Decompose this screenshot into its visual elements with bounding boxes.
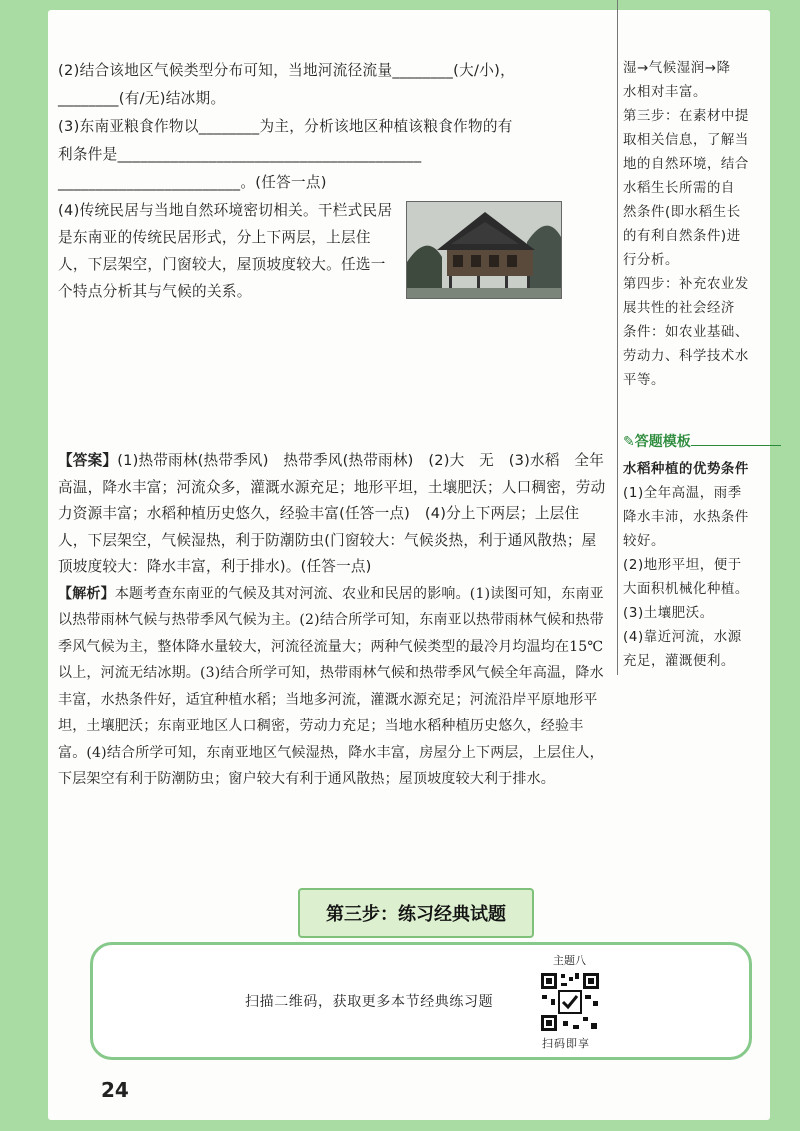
side-line: 水稻生长所需的自 (623, 181, 735, 196)
side-line: 第四步：补充农业发 (623, 277, 749, 292)
side-line: 第三步：在素材中提 (623, 109, 749, 124)
side-line: 然条件(即水稻生长 (623, 205, 741, 220)
side-line: 平等。 (623, 373, 665, 388)
question-2-line-1: (2)结合该地区气候类型分布可知，当地河流径流量________(大/小)， (58, 62, 516, 79)
step-three-banner: 第三步：练习经典试题 (298, 888, 534, 938)
pencil-icon: ✎ (623, 434, 635, 450)
question-3-line-2: 利条件是________________________________________ (58, 146, 422, 163)
template-line: (4)靠近河流，水源 (623, 630, 742, 645)
answer-template-heading (623, 431, 781, 451)
question-4-text: (4)传统民居与当地自然环境密切相关。干栏式民居是东南亚的传统民居形式，分上下两层，上层住人，下层架空，门窗较大，屋顶坡度较大。任选一个特点分析其与气候的关系。 (58, 202, 393, 300)
stilt-house-photo (406, 201, 562, 299)
template-line: 降水丰沛，水热条件 (623, 510, 749, 525)
qr-code[interactable] (539, 971, 601, 1033)
side-line: 湿→气候湿润→降 (623, 61, 731, 76)
template-line: 充足，灌溉便利。 (623, 654, 735, 669)
answer-section (58, 448, 606, 793)
question-4 (58, 197, 616, 307)
answer-template-title: 水稻种植的优势条件 (623, 462, 749, 477)
qr-code-box (90, 942, 752, 1060)
qr-caption: 扫码即享 (542, 1037, 590, 1050)
page-number: 24 (101, 1078, 129, 1102)
questions-block (58, 57, 616, 307)
template-line: (3)土壤肥沃。 (623, 606, 714, 621)
template-line: 大面积机械化种植。 (623, 582, 749, 597)
answer-label: 【答案】 (58, 452, 118, 469)
side-line: 水相对丰富。 (623, 85, 707, 100)
analysis-text: 本题考查东南亚的气候及其对河流、农业和民居的影响。(1)读图可知，东南亚以热带雨林气候与热带季风气候为主。(2)结合所学可知，东南亚以热带雨林气候和热带季风气候为主，整体降水量较大，河流径流量大；两种气候类型的最冷月均温均在15℃以上，河流无结冰期。(3)结合所学可知，热带雨林气候和热带季风气候全年高温，降水丰富，水热条件好，适宜种植水稻；当地多河流，灌溉水源充足；河流沿岸平原地形平坦，土壤肥沃；东南亚地区人口稠密，劳动力充足；当地水稻种植历史悠久，经验丰富。(4)结合所学可知，东南亚地区气候湿热，降水丰富，房屋分上下两层，上层住人，下层架空有利于防潮防虫；窗户较大有利于通风散热；屋顶坡度较大利于排水。 (58, 585, 604, 787)
question-2-line-2: ________(有/无)结冰期。 (58, 90, 226, 107)
qr-code-icon (539, 971, 601, 1033)
side-line: 地的自然环境，结合 (623, 157, 749, 172)
analysis-block (58, 581, 606, 793)
side-line: 条件：如农业基础、 (623, 325, 749, 340)
answer-template-label: 答题模板 (634, 434, 691, 450)
template-line: (2)地形平坦，便于 (623, 558, 742, 573)
qr-prompt-text: 扫描二维码，获取更多本节经典练习题 (245, 994, 494, 1010)
side-notes (623, 57, 763, 393)
question-3-line-3: ________________________。(任答一点) (58, 174, 327, 191)
side-line: 取相关信息，了解当 (623, 133, 749, 148)
side-line: 的有利自然条件)进 (623, 229, 741, 244)
analysis-label: 【解析】 (58, 585, 115, 602)
answer-text: (1)热带雨林(热带季风) 热带季风(热带雨林) (2)大 无 (3)水稻 全年高温，降水丰富；河流众多，灌溉水源充足；地形平坦，土壤肥沃；人口稠密，劳动力资源丰富；水稻种植历史悠久，经验丰富(任答一点) (4)分上下两层；上层住人，下层架空，气候湿热，利于防潮防虫(门窗较大：气候炎热，利于通风散热；屋顶坡度较大：降水丰富，利于排水)。(任答一点) (58, 452, 606, 575)
question-3-line-1: (3)东南亚粮食作物以________为主，分析该地区种植该粮食作物的有 (58, 118, 513, 135)
side-line: 展共性的社会经济 (623, 301, 735, 316)
answer-template (623, 458, 763, 674)
qr-topic-label: 主题八 (553, 954, 586, 967)
house-image (407, 202, 561, 298)
side-line: 劳动力、科学技术水 (623, 349, 749, 364)
answer-block (58, 448, 606, 581)
template-line: 较好。 (623, 534, 665, 549)
side-line: 行分析。 (623, 253, 679, 268)
template-line: (1)全年高温，雨季 (623, 486, 742, 501)
